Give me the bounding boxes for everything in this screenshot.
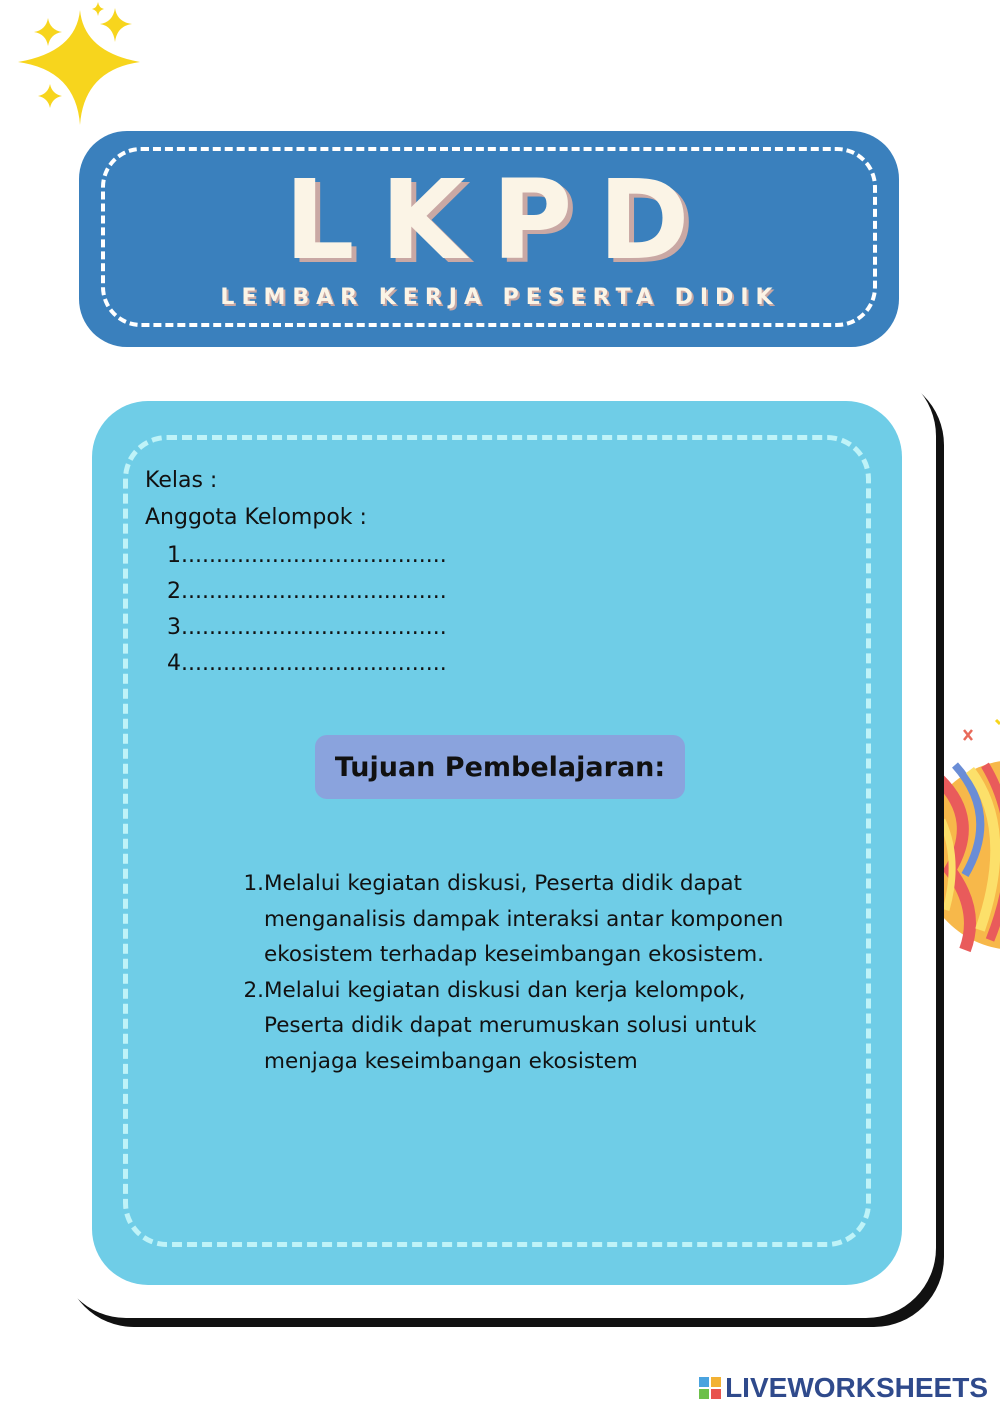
objectives-heading-box xyxy=(315,735,685,799)
member-row[interactable] xyxy=(166,537,447,574)
page-subtitle: LEMBAR KERJA PESERTA DIDIK xyxy=(220,285,780,310)
brand-name: LIVEWORKSHEETS xyxy=(725,1372,988,1403)
objective-item xyxy=(238,866,838,973)
member-row[interactable] xyxy=(166,573,447,610)
member-number: 1. xyxy=(167,543,188,568)
member-row[interactable] xyxy=(166,609,447,646)
member-number: 4. xyxy=(167,651,188,676)
member-blank: ..................................... xyxy=(188,579,447,604)
objectives-heading: Tujuan Pembelajaran: xyxy=(334,751,666,783)
objective-text: Melalui kegiatan diskusi, Peserta didik dapat menganalisis dampak interaksi antar komponen ekosistem terhadap keseimbangan ekosistem. xyxy=(264,871,784,967)
member-blank: ..................................... xyxy=(188,543,447,568)
member-blank: ..................................... xyxy=(188,651,447,676)
member-row[interactable] xyxy=(166,645,447,682)
page-title: LKPD xyxy=(284,156,716,284)
group-members-label: Anggota Kelompok : xyxy=(145,505,367,530)
objective-item xyxy=(238,973,838,1080)
sparkle-icon xyxy=(10,0,150,130)
member-blank: ..................................... xyxy=(188,615,447,640)
member-number: 2. xyxy=(167,579,188,604)
objective-number: 2. xyxy=(243,977,264,1003)
member-number: 3. xyxy=(167,615,188,640)
objective-text: Melalui kegiatan diskusi dan kerja kelompok, Peserta didik dapat merumuskan solusi untuk menjaga keseimbangan ekosistem xyxy=(264,977,757,1074)
objective-number: 1. xyxy=(243,871,264,896)
liveworksheets-logo-icon xyxy=(699,1377,721,1399)
objectives-list xyxy=(238,866,838,1079)
class-label: Kelas : xyxy=(145,468,218,493)
brand-watermark[interactable] xyxy=(699,1372,988,1404)
